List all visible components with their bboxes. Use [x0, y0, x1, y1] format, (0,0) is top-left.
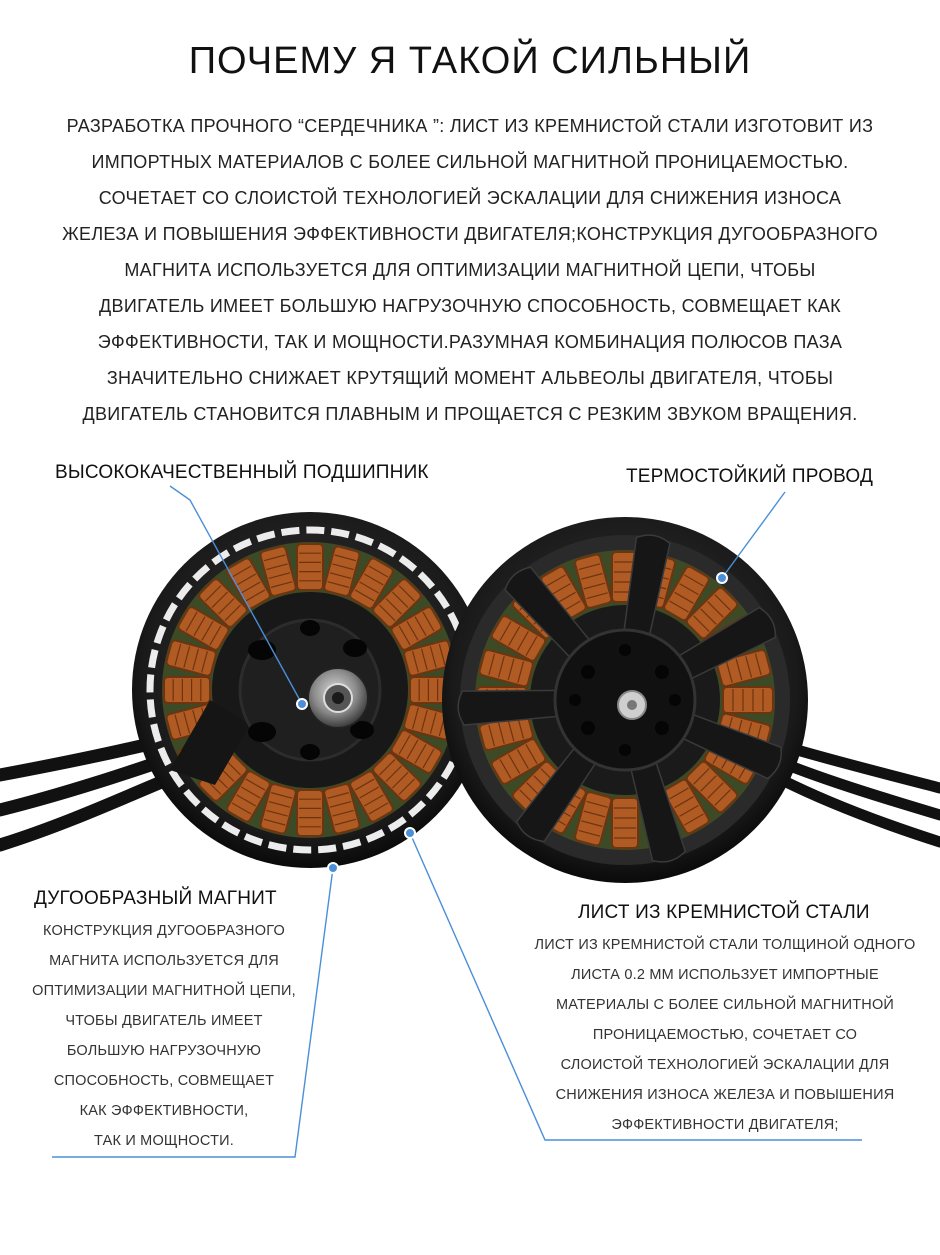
- coil-wire-line: [517, 631, 528, 650]
- coil-wire-line: [581, 574, 602, 580]
- coil-wire-line: [746, 656, 752, 677]
- coil-wire-line: [561, 788, 580, 799]
- coil-wire-line: [500, 759, 511, 778]
- coil-wire-line: [722, 749, 733, 768]
- rotor-spoke: [502, 564, 638, 712]
- coil-winding: [540, 565, 588, 621]
- coil-wire-line: [684, 814, 703, 825]
- coil-winding: [226, 557, 272, 610]
- coil-wire-line: [264, 819, 285, 825]
- coil-winding: [703, 738, 759, 786]
- coil-wire-line: [193, 710, 199, 731]
- coil-wire-line: [266, 564, 287, 570]
- coil-wire-line: [184, 712, 190, 733]
- coil-wire-line: [202, 708, 208, 729]
- coil-wire-line: [369, 803, 388, 814]
- coil-wire-line: [722, 631, 733, 650]
- coil-wire-line: [232, 566, 251, 577]
- coil-winding: [198, 752, 249, 803]
- coil-wire-line: [364, 574, 383, 585]
- coil-wire-line: [527, 602, 543, 618]
- coil-wire-line: [534, 609, 550, 625]
- coil-wire-line: [713, 744, 724, 763]
- coil-wire-line: [193, 649, 199, 670]
- coil-wire-line: [546, 814, 565, 825]
- right-motor-housing: [442, 517, 808, 883]
- magnet-heading: ДУГООБРАЗНЫЙ МАГНИТ: [34, 888, 277, 909]
- coil-wire-line: [237, 795, 256, 806]
- rotor-spoke: [457, 683, 625, 725]
- coil-wire-line: [392, 592, 408, 608]
- coil-wire-line: [708, 602, 724, 618]
- coil-wire-line: [186, 612, 197, 631]
- coil-winding: [349, 557, 395, 610]
- coil-wire-line: [271, 582, 292, 588]
- coil-wire-line: [415, 617, 426, 636]
- intro-line: ЭФФЕКТИВНОСТИ, ТАК И МОЩНОСТИ.РАЗУМНАЯ КОМБИНАЦИЯ ПОЛЮСОВ ПАЗА: [97, 332, 843, 352]
- coil-wire-line: [225, 605, 241, 621]
- intro-line: ЗНАЧИТЕЛЬНО СНИЖАЕТ КРУТЯЩИЙ МОМЕНТ АЛЬВЕОЛЫ ДВИГАТЕЛЯ, ЧТОБЫ: [106, 368, 834, 388]
- coil-wire-line: [489, 654, 495, 675]
- coil-wire-line: [355, 779, 374, 790]
- coil-wire-line: [413, 651, 419, 672]
- coil-winding: [685, 760, 739, 814]
- coil-winding: [323, 783, 360, 834]
- rotor-spokes: [457, 533, 785, 866]
- coil-wire-line: [175, 644, 181, 665]
- coil-wire-line: [423, 749, 434, 768]
- coil-wire-line: [271, 793, 292, 799]
- left-motor-rim: [150, 530, 470, 850]
- intro-line: ДВИГАТЕЛЬ СТАНОВИТСЯ ПЛАВНЫМ И ПРОЩАЕТСЯ С РЕЗКИМ ЗВУКОМ ВРАЩЕНИЯ.: [82, 404, 858, 424]
- coil-wire-line: [246, 779, 265, 790]
- rotor-spoke: [618, 684, 785, 780]
- coil-wire-line: [674, 592, 693, 603]
- bearing-label: ВЫСОКОКАЧЕСТВЕННЫЙ ПОДШИПНИК: [55, 462, 429, 483]
- coil-wire-line: [715, 790, 731, 806]
- coil-wire-line: [527, 783, 543, 799]
- rotor-spoke: [514, 690, 639, 845]
- coil-wire-line: [335, 819, 356, 825]
- coil-wire-line: [266, 810, 287, 816]
- coil-wire-line: [439, 715, 445, 736]
- coil-wire-line: [386, 766, 402, 782]
- steel-desc-line: МАТЕРИАЛЫ С БОЛЕЕ СИЛЬНОЙ МАГНИТНОЙ: [555, 997, 895, 1013]
- coil-wire-line: [499, 656, 505, 677]
- coil-wire-line: [669, 601, 688, 612]
- left-coils: [164, 544, 456, 836]
- coil-wire-line: [584, 811, 605, 817]
- magnet-desc-line: ОПТИМИЗАЦИИ МАГНИТНОЙ ЦЕПИ,: [32, 983, 296, 999]
- coil-wire-line: [399, 585, 415, 601]
- coil-wire-line: [360, 582, 379, 593]
- coil-wire-line: [642, 801, 663, 807]
- coil-wire-line: [194, 744, 205, 763]
- coil-wire-line: [205, 585, 221, 601]
- coil-wire-line: [219, 599, 235, 615]
- callout-bearing: [170, 486, 302, 704]
- coil-wire-line: [500, 621, 511, 640]
- coil-winding: [177, 606, 230, 652]
- coil-wire-line: [422, 710, 428, 731]
- magnet-desc-line: КАК ЭФФЕКТИВНОСТИ,: [79, 1103, 249, 1119]
- coil-wire-line: [379, 605, 395, 621]
- coil-winding: [511, 586, 565, 640]
- coil-winding: [164, 677, 210, 703]
- coil-wire-line: [518, 661, 524, 682]
- coil-wire-line: [556, 797, 575, 808]
- coil-winding: [663, 565, 711, 621]
- coil-wire-line: [645, 811, 666, 817]
- magnet-desc-line: БОЛЬШУЮ НАГРУЗОЧНУЮ: [66, 1043, 262, 1059]
- left-stator-core: [212, 592, 408, 788]
- right-motor: [442, 517, 808, 883]
- coil-wire-line: [701, 776, 717, 792]
- coil-wire-line: [674, 797, 693, 808]
- coil-wire-line: [241, 582, 260, 593]
- coil-wire-line: [360, 787, 379, 798]
- coil-wire-line: [713, 636, 724, 655]
- coil-winding: [490, 615, 546, 663]
- coil-winding: [716, 649, 771, 687]
- coil-wire-line: [379, 759, 395, 775]
- coil-wire-line: [328, 582, 349, 588]
- coil-wire-line: [551, 805, 570, 816]
- coil-wire-line: [669, 788, 688, 799]
- coil-wire-line: [430, 646, 436, 667]
- coil-winding: [574, 791, 612, 846]
- coil-winding: [716, 713, 771, 751]
- coil-wire-line: [413, 708, 419, 729]
- coil-wire-line: [708, 783, 724, 799]
- coil-wire-line: [541, 616, 557, 632]
- coil-wire-line: [399, 626, 410, 645]
- coil-winding: [612, 798, 638, 848]
- coil-winding: [166, 640, 217, 677]
- coil-winding: [410, 677, 456, 703]
- steel-heading: ЛИСТ ИЗ КРЕМНИСТОЙ СТАЛИ: [578, 902, 870, 923]
- coil-wire-line: [684, 575, 703, 586]
- coil-wire-line: [561, 601, 580, 612]
- coil-wire-line: [369, 566, 388, 577]
- coil-wire-line: [584, 583, 605, 589]
- left-motor-housing: [132, 512, 488, 868]
- coil-wire-line: [212, 772, 228, 788]
- coil-winding: [390, 606, 443, 652]
- wire-bundle-right: [780, 745, 940, 842]
- intro-line: МАГНИТА ИСПОЛЬЗУЕТСЯ ДЛЯ ОПТИМИЗАЦИИ МАГНИТНОЙ ЦЕПИ, ЧТОБЫ: [124, 260, 816, 280]
- coil-wire-line: [645, 583, 666, 589]
- magnet-description: [14, 916, 314, 1156]
- coil-wire-line: [364, 795, 383, 806]
- coil-wire-line: [541, 769, 557, 785]
- rotor-spoke: [608, 533, 670, 703]
- intro-line: ИМПОРТНЫХ МАТЕРИАЛОВ С БОЛЕЕ СИЛЬНОЙ МАГНИТНОЙ ПРОНИЦАЕМОСТЬЮ.: [91, 152, 849, 172]
- coil-wire-line: [736, 720, 742, 741]
- magnet-desc-line: КОНСТРУКЦИЯ ДУГООБРАЗНОГО: [43, 923, 285, 939]
- coil-winding: [177, 729, 230, 775]
- coil-wire-line: [526, 744, 537, 763]
- coil-wire-line: [175, 715, 181, 736]
- rotor-hub: [555, 630, 695, 770]
- coil-wire-line: [186, 749, 197, 768]
- coil-wire-line: [726, 661, 732, 682]
- coil-winding: [260, 783, 297, 834]
- coil-wire-line: [508, 659, 514, 680]
- steel-desc-line: ЛИСТ ИЗ КРЕМНИСТОЙ СТАЛИ ТОЛЩИНОЙ ОДНОГО: [534, 937, 916, 953]
- coil-wire-line: [730, 754, 741, 773]
- coil-wire-line: [556, 592, 575, 603]
- coil-winding: [663, 778, 711, 834]
- rotor-spoke: [609, 695, 687, 865]
- coil-winding: [349, 770, 395, 823]
- steel-description: [510, 930, 940, 1140]
- coil-wire-line: [386, 599, 402, 615]
- coil-winding: [479, 713, 534, 751]
- coil-wire-line: [517, 749, 528, 768]
- coil-wire-line: [650, 564, 671, 570]
- steel-desc-line: ПРОНИЦАЕМОСТЬЮ, СОЧЕТАЕТ СО: [592, 1027, 858, 1043]
- coil-winding: [260, 546, 297, 597]
- intro-line: ЖЕЛЕЗА И ПОВЫШЕНИЯ ЭФФЕКТИВНОСТИ ДВИГАТЕЛЯ;КОНСТРУКЦИЯ ДУГООБРАЗНОГО: [62, 224, 878, 244]
- coil-wire-line: [694, 616, 710, 632]
- intro-line: СОЧЕТАЕТ СО СЛОИСТОЙ ТЕХНОЛОГИЕЙ ЭСКАЛАЦИИ ДЛЯ СНИЖЕНИЯ ИЗНОСА: [98, 188, 842, 208]
- coil-wire-line: [520, 790, 536, 806]
- coil-wire-line: [509, 754, 520, 773]
- coil-wire-line: [202, 740, 213, 759]
- coil-wire-line: [202, 621, 213, 640]
- coil-wire-line: [202, 651, 208, 672]
- coil-wire-line: [499, 723, 505, 744]
- coil-wire-line: [508, 720, 514, 741]
- coil-winding: [297, 544, 323, 590]
- coil-winding: [638, 554, 676, 609]
- coil-winding: [226, 770, 272, 823]
- steel-desc-line: СНИЖЕНИЯ ИЗНОСА ЖЕЛЕЗА И ПОВЫШЕНИЯ: [555, 1087, 895, 1103]
- coil-wire-line: [648, 821, 669, 827]
- coil-winding: [166, 703, 217, 740]
- coil-wire-line: [332, 564, 353, 570]
- coil-winding: [198, 578, 249, 629]
- coil-winding: [403, 640, 454, 677]
- coil-winding: [477, 687, 527, 713]
- coil-winding: [703, 615, 759, 663]
- coil-wire-line: [579, 564, 600, 570]
- coil-wire-line: [210, 626, 221, 645]
- coil-wire-line: [518, 717, 524, 738]
- coil-wire-line: [355, 590, 374, 601]
- coil-wire-line: [219, 766, 235, 782]
- magnet-desc-line: СПОСОБНОСТЬ, СОВМЕЩАЕТ: [53, 1073, 275, 1089]
- intro-line: ДВИГАТЕЛЬ ИМЕЕТ БОЛЬШУЮ НАГРУЗОЧНУЮ СПОСОБНОСТЬ, СОВМЕЩАЕТ КАК: [99, 296, 841, 316]
- coil-wire-line: [330, 573, 351, 579]
- coil-wire-line: [679, 584, 698, 595]
- coil-wire-line: [407, 740, 418, 759]
- intro-line: РАЗРАБОТКА ПРОЧНОГО “СЕРДЕЧНИКА ”: ЛИСТ ИЗ КРЕМНИСТОЙ СТАЛИ ИЗГОТОВИТ ИЗ: [66, 116, 874, 136]
- coil-winding: [511, 760, 565, 814]
- coil-wire-line: [746, 723, 752, 744]
- coil-wire-line: [726, 717, 732, 738]
- coil-wire-line: [736, 659, 742, 680]
- left-mount-arm: [170, 700, 250, 785]
- coil-wire-line: [184, 646, 190, 667]
- coil-wire-line: [642, 593, 663, 599]
- coil-wire-line: [423, 612, 434, 631]
- coil-wire-line: [648, 574, 669, 580]
- coil-wire-line: [241, 787, 260, 798]
- coil-wire-line: [246, 590, 265, 601]
- rotor-spoke: [617, 605, 780, 715]
- coil-wire-line: [715, 595, 731, 611]
- coil-wire-line: [399, 779, 415, 795]
- coil-wire-line: [210, 735, 221, 754]
- coil-wire-line: [489, 725, 495, 746]
- coil-winding: [372, 578, 423, 629]
- wire-bundle-left: [0, 730, 215, 845]
- coil-wire-line: [509, 626, 520, 645]
- coil-winding: [540, 778, 588, 834]
- steel-desc-line: ЛИСТА 0.2 ММ ИСПОЛЬЗУЕТ ИМПОРТНЫЕ: [571, 967, 879, 983]
- coil-wire-line: [422, 649, 428, 670]
- coil-wire-line: [328, 793, 349, 799]
- coil-wire-line: [534, 776, 550, 792]
- coil-winding: [390, 729, 443, 775]
- coil-wire-line: [739, 621, 750, 640]
- bearing: [308, 668, 368, 728]
- right-coils: [477, 552, 773, 848]
- magnet-desc-line: ЧТОБЫ ДВИГАТЕЛЬ ИМЕЕТ: [65, 1013, 263, 1029]
- coil-wire-line: [335, 555, 356, 561]
- coil-wire-line: [755, 654, 761, 675]
- coil-wire-line: [330, 802, 351, 808]
- steel-desc-line: ЭФФЕКТИВНОСТИ ДВИГАТЕЛЯ;: [611, 1117, 839, 1133]
- coil-winding: [574, 554, 612, 609]
- coil-wire-line: [430, 712, 436, 733]
- page-title: ПОЧЕМУ Я ТАКОЙ СИЛЬНЫЙ: [188, 40, 752, 82]
- coil-wire-line: [232, 803, 251, 814]
- coil-wire-line: [520, 595, 536, 611]
- coil-wire-line: [546, 575, 565, 586]
- coil-wire-line: [586, 801, 607, 807]
- coil-wire-line: [694, 769, 710, 785]
- coil-wire-line: [392, 772, 408, 788]
- shaft: [618, 691, 646, 719]
- coil-winding: [612, 552, 638, 602]
- wire-label: ТЕРМОСТОЙКИЙ ПРОВОД: [626, 466, 874, 487]
- coil-wire-line: [269, 573, 290, 579]
- left-motor: [132, 512, 488, 868]
- coil-wire-line: [701, 609, 717, 625]
- coil-wire-line: [194, 617, 205, 636]
- coil-winding: [297, 790, 323, 836]
- coil-wire-line: [579, 830, 600, 836]
- intro-text: [0, 108, 940, 432]
- coil-wire-line: [212, 592, 228, 608]
- coil-wire-line: [526, 636, 537, 655]
- coil-wire-line: [264, 555, 285, 561]
- coil-wire-line: [581, 821, 602, 827]
- coil-wire-line: [755, 725, 761, 746]
- coil-wire-line: [407, 621, 418, 640]
- coil-wire-line: [650, 830, 671, 836]
- coil-wire-line: [399, 735, 410, 754]
- coil-wire-line: [730, 626, 741, 645]
- coil-wire-line: [586, 593, 607, 599]
- coil-wire-line: [205, 779, 221, 795]
- coil-winding: [323, 546, 360, 597]
- coil-wire-line: [269, 802, 290, 808]
- steel-desc-line: СЛОИСТОЙ ТЕХНОЛОГИЕЙ ЭСКАЛАЦИИ ДЛЯ: [560, 1057, 890, 1073]
- coil-wire-line: [415, 744, 426, 763]
- coil-winding: [723, 687, 773, 713]
- coil-wire-line: [439, 644, 445, 665]
- coil-wire-line: [739, 759, 750, 778]
- coil-wire-line: [551, 584, 570, 595]
- coil-winding: [372, 752, 423, 803]
- coil-winding: [638, 791, 676, 846]
- magnet-desc-line: МАГНИТА ИСПОЛЬЗУЕТСЯ ДЛЯ: [49, 953, 279, 969]
- coil-wire-line: [679, 805, 698, 816]
- coil-winding: [403, 703, 454, 740]
- coil-winding: [479, 649, 534, 687]
- magnet-desc-line: ТАК И МОЩНОСТИ.: [94, 1133, 234, 1149]
- coil-winding: [685, 586, 739, 640]
- coil-wire-line: [225, 759, 241, 775]
- coil-wire-line: [332, 810, 353, 816]
- coil-winding: [490, 738, 546, 786]
- coil-wire-line: [237, 574, 256, 585]
- callout-wire: [722, 492, 785, 578]
